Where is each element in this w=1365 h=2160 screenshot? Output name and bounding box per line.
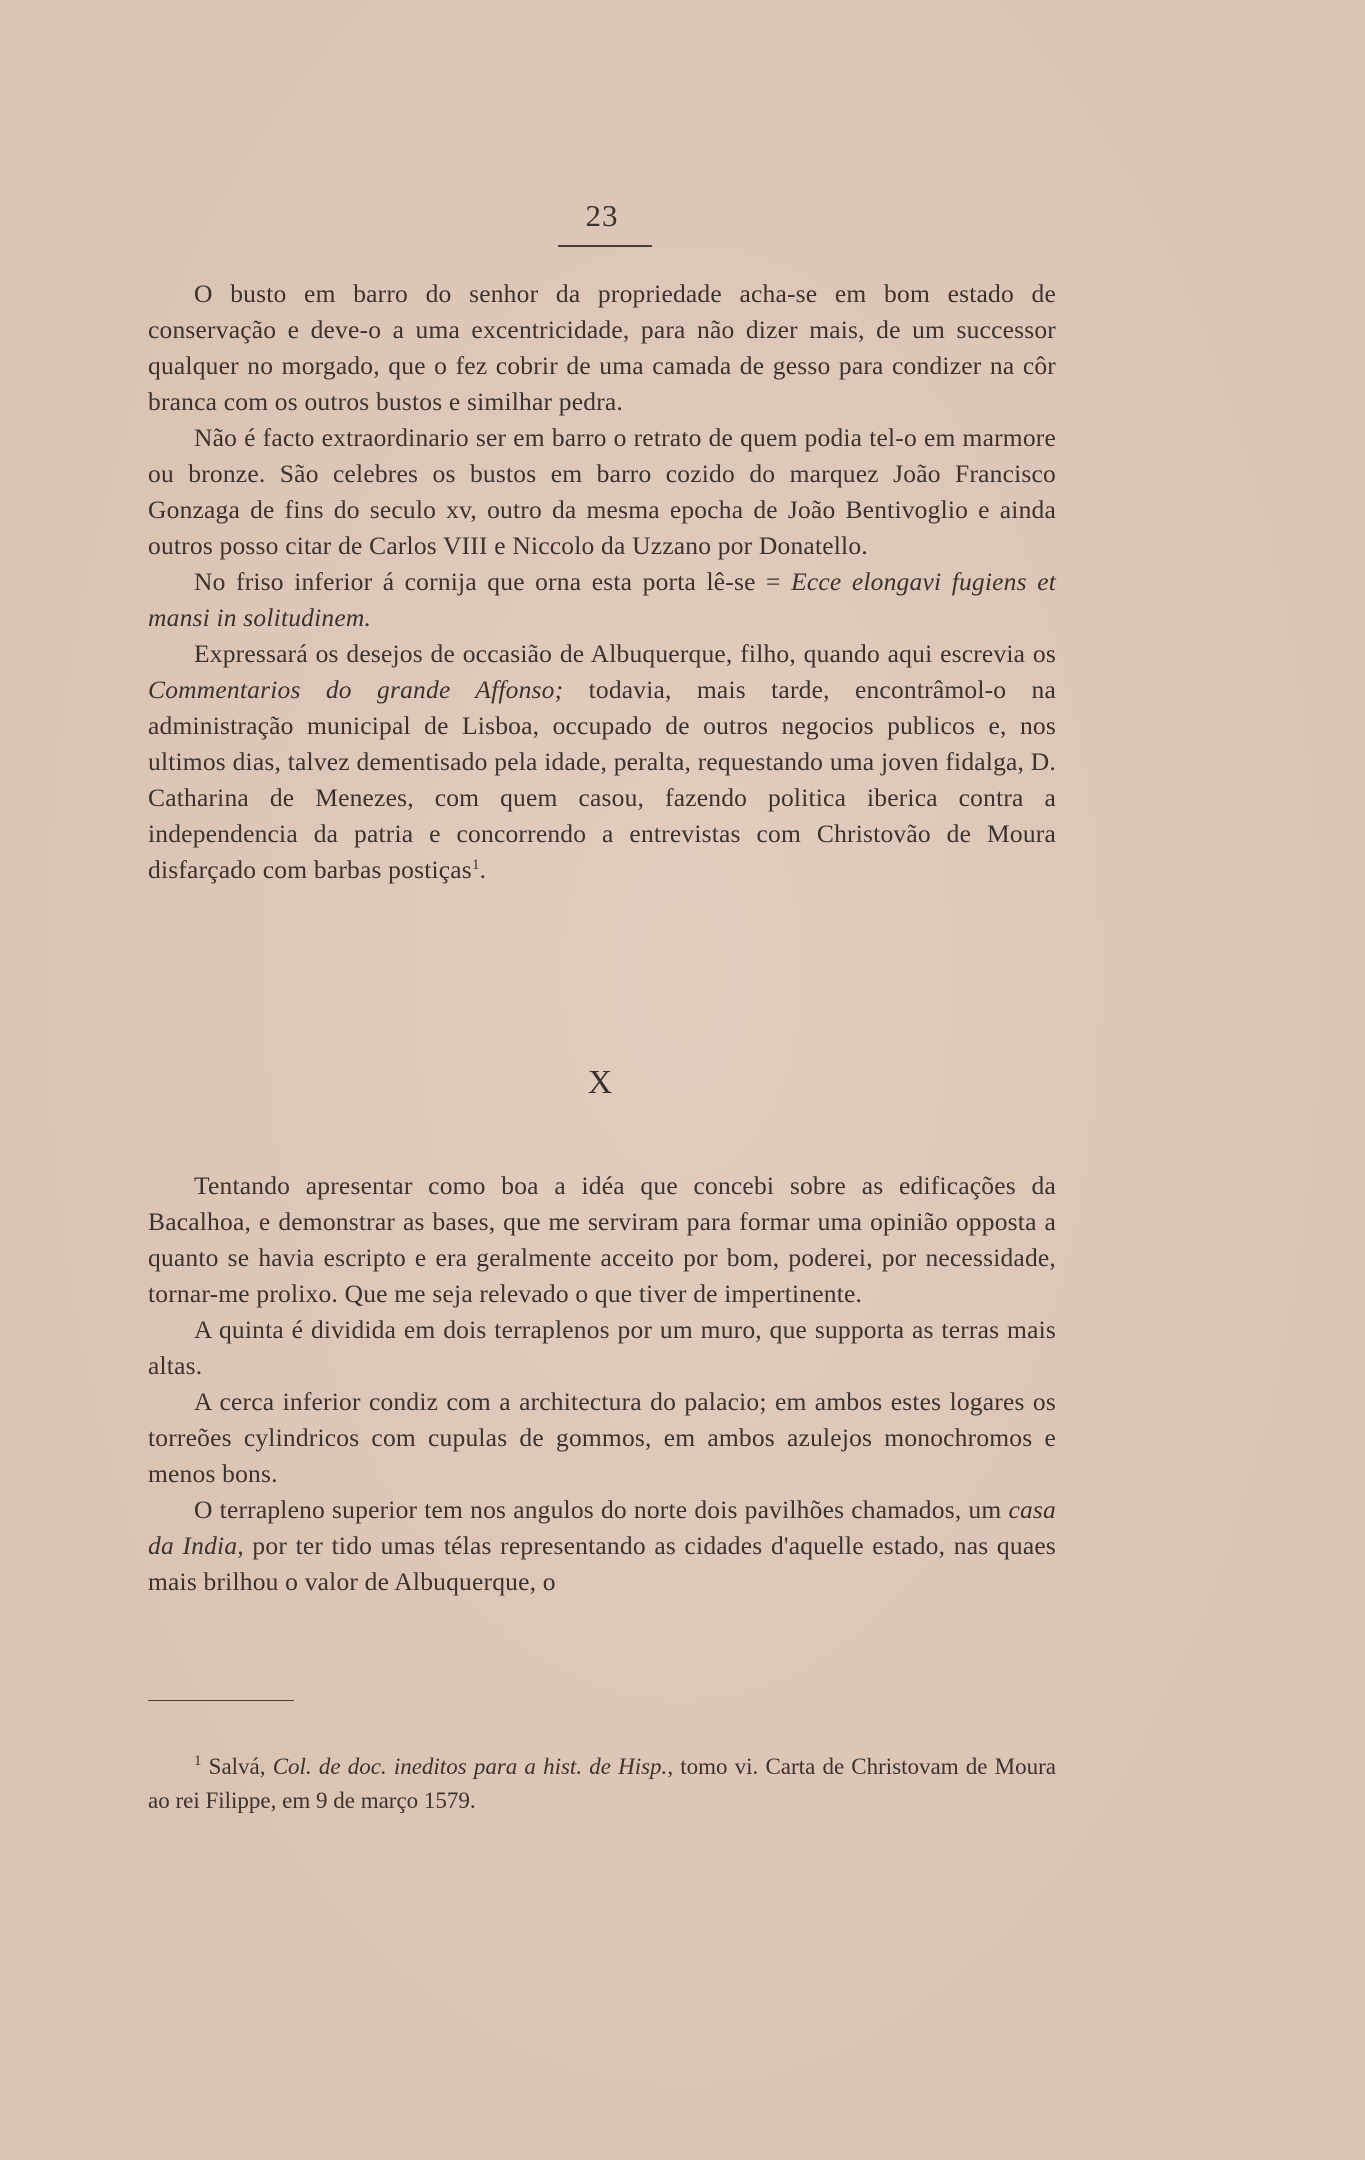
- footnote-marker: 1: [471, 857, 480, 873]
- text-run: Expressará os desejos de occasião de Albuquerque, filho, quando aqui escrevia os: [194, 639, 1056, 668]
- text-run: O busto em barro do senhor da propriedade acha-se em bom estado de conservação e deve-o a uma excentricidade, para não dizer mais, de um successor qualquer no morgado, que o fez cobrir de uma camada de gesso para condizer na côr branca com os outros bustos e similhar pedra.: [148, 279, 1056, 416]
- paragraph: [148, 636, 1056, 888]
- section-heading: X: [587, 1064, 613, 1101]
- italic-text: Ecce elongavi fugiens et mansi in solitudinem.: [148, 567, 1056, 632]
- text-run: Não é facto extraordinario ser em barro o retrato de quem podia tel-o em marmore ou bronze. São celebres os bustos em barro cozido do marquez João Francisco Gonzaga de fins do seculo xv, outro da mesma epocha de João Bentivoglio e ainda outros posso citar de Carlos VIII e Niccolo da Uzzano por Donatello.: [148, 423, 1056, 560]
- text-run: A cerca inferior condiz com a architectura do palacio; em ambos estes logares os torreões cylindricos com cupulas de gommos, em ambos azulejos monochromos e menos bons.: [148, 1387, 1056, 1488]
- footnote-marker: 1: [194, 1753, 202, 1769]
- footnote: [148, 1750, 1056, 1818]
- text-run: Tentando apresentar como boa a idéa que concebi sobre as edificações da Bacalhoa, e demonstrar as bases, que me serviram para formar uma opinião opposta a quanto se havia escripto e era geralmente acceito por bom, poderei, por necessidade, tornar-me prolixo. Que me seja relevado o que tiver de impertinente.: [148, 1171, 1056, 1308]
- page-number-rule: [558, 245, 652, 247]
- text-run: .: [479, 855, 487, 884]
- text-run: por ter tido umas télas representando as cidades d'aquelle estado, nas quaes mais brilhou o valor de Albuquerque, o: [148, 1531, 1056, 1596]
- text-block-after-section: [148, 1168, 1056, 1600]
- italic-text: Col. de doc. ineditos para a hist. de Hisp.: [272, 1754, 668, 1779]
- paragraph: [148, 1384, 1056, 1492]
- paragraph: [148, 276, 1056, 420]
- italic-text: casa da India,: [148, 1495, 1056, 1560]
- italic-text: Commentarios do grande Affonso;: [148, 675, 564, 704]
- paragraph: [148, 420, 1056, 564]
- text-run: No friso inferior á cornija que orna esta porta lê-se =: [194, 567, 792, 596]
- text-run: O terrapleno superior tem nos angulos do norte dois pavilhões chamados, um: [194, 1495, 1009, 1524]
- text-run: todavia, mais tarde, encontrâmol-o na administração municipal de Lisboa, occupado de outros negocios publicos e, nos ultimos dias, talvez dementisado pela idade, peralta, requestando uma joven fidalga, D. Catharina de Menezes, com quem casou, fazendo politica iberica contra a independencia da patria e concorrendo a entrevistas com Christovão de Moura disfarçado com barbas postiças: [148, 675, 1056, 884]
- paragraph: [148, 1168, 1056, 1312]
- text-block-before-section: [148, 276, 1056, 888]
- text-run: Salvá,: [201, 1754, 273, 1779]
- text-run: , tomo vi. Carta de Christovam de Moura ao rei Filippe, em 9 de março 1579.: [148, 1754, 1056, 1813]
- footnote-text: [148, 1750, 1056, 1818]
- paragraph: [148, 1312, 1056, 1384]
- paragraph: [148, 564, 1056, 636]
- footnote-rule: [148, 1700, 294, 1701]
- text-run: A quinta é dividida em dois terraplenos por um muro, que supporta as terras mais altas.: [148, 1315, 1056, 1380]
- paragraph: [148, 1492, 1056, 1600]
- page-number: 23: [585, 198, 619, 233]
